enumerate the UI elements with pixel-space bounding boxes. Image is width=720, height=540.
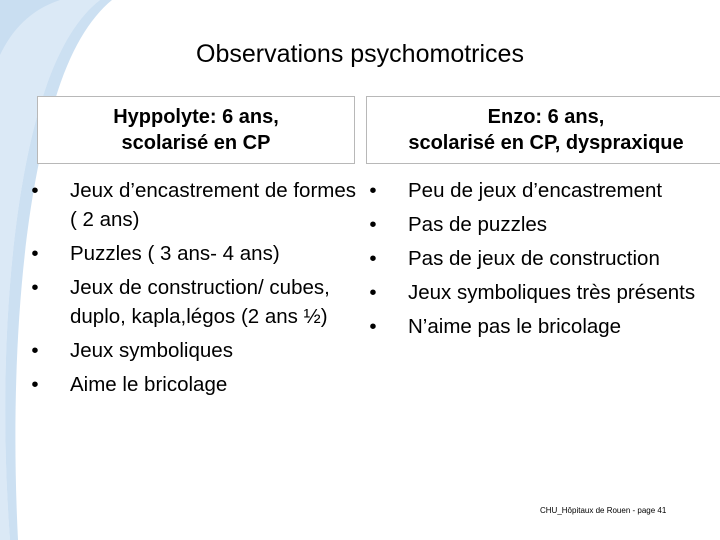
left-header-box: [37, 96, 355, 164]
list-item: [366, 210, 711, 239]
left-header-line2: scolarisé en CP: [121, 132, 271, 154]
list-item-text: Jeux symboliques très présents: [408, 281, 696, 304]
list-item: [28, 239, 358, 268]
right-header-box: [366, 96, 720, 164]
list-item: [28, 273, 358, 331]
list-item: [28, 336, 358, 365]
right-header-line2: scolarisé en CP, dyspraxique: [408, 132, 684, 154]
bullet-icon: •: [31, 179, 39, 202]
right-header-line1: Enzo: 6 ans,: [487, 106, 605, 128]
list-item-text: Pas de jeux de construction: [408, 247, 660, 270]
bullet-icon: •: [369, 247, 377, 270]
list-item-text: Jeux d’encastrement de formes ( 2 ans): [70, 179, 356, 231]
left-bullet-list: [28, 176, 358, 404]
bullet-icon: •: [369, 213, 377, 236]
right-bullet-list: [366, 176, 711, 346]
slide-title: Observations psychomotrices: [196, 40, 524, 68]
list-item-text: N’aime pas le bricolage: [408, 315, 622, 338]
page-footer: CHU_Hôpitaux de Rouen - page 41: [540, 506, 667, 515]
bullet-icon: •: [369, 281, 377, 304]
left-header-line1: Hyppolyte: 6 ans,: [113, 106, 279, 128]
list-item-text: Jeux symboliques: [70, 339, 233, 362]
bullet-icon: •: [31, 339, 39, 362]
list-item-text: Aime le bricolage: [70, 373, 228, 396]
list-item: [366, 176, 711, 205]
list-item-text: Puzzles ( 3 ans- 4 ans): [70, 242, 280, 265]
list-item-text: Peu de jeux d’encastrement: [408, 179, 663, 202]
list-item-text: Pas de puzzles: [408, 213, 548, 236]
bullet-icon: •: [31, 276, 39, 299]
list-item: [366, 312, 711, 341]
bullet-icon: •: [31, 373, 39, 396]
bullet-icon: •: [369, 315, 377, 338]
list-item: [366, 278, 711, 307]
bullet-icon: •: [369, 179, 377, 202]
list-item: [28, 370, 358, 399]
list-item: [28, 176, 358, 234]
list-item: [366, 244, 711, 273]
list-item-text: Jeux de construction/ cubes, duplo, kapla,légos (2 ans ½): [70, 276, 330, 328]
bullet-icon: •: [31, 242, 39, 265]
